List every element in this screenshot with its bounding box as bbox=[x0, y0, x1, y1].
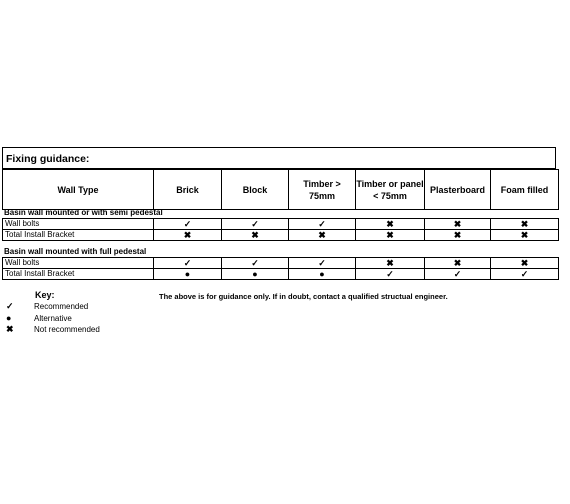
mark-cell: ✓ bbox=[222, 219, 289, 230]
mark-cell: ✓ bbox=[154, 219, 222, 230]
key-title: Key: bbox=[35, 290, 55, 300]
table-row bbox=[3, 230, 559, 241]
header-timber-or-panel-under-75: Timber or panel < 75mm bbox=[356, 170, 425, 210]
guidance-note: The above is for guidance only. If in doubt, contact a qualified structual engineer. bbox=[159, 292, 448, 301]
section-table-full-pedestal bbox=[2, 257, 559, 280]
row-label: Wall bolts bbox=[3, 258, 154, 269]
key-label: Alternative bbox=[34, 314, 72, 323]
check-icon: ✓ bbox=[6, 301, 14, 311]
mark-cell: ✓ bbox=[425, 269, 491, 280]
mark-cell: ✖ bbox=[154, 230, 222, 241]
key-item-not-recommended bbox=[6, 324, 100, 335]
table-row bbox=[3, 269, 559, 280]
section-table-semi-pedestal bbox=[2, 218, 559, 241]
mark-cell: ● bbox=[154, 269, 222, 280]
mark-cell: ✓ bbox=[222, 258, 289, 269]
row-label: Total Install Bracket bbox=[3, 230, 154, 241]
section-label-semi-pedestal: Basin wall mounted or with semi pedestal bbox=[4, 208, 163, 217]
key-label: Not recommended bbox=[34, 325, 100, 334]
header-row bbox=[3, 170, 559, 210]
header-brick: Brick bbox=[154, 170, 222, 210]
page-title: Fixing guidance: bbox=[6, 153, 90, 165]
mark-cell: ✖ bbox=[491, 219, 559, 230]
title-box bbox=[2, 147, 556, 169]
mark-cell: ● bbox=[222, 269, 289, 280]
mark-cell: ✓ bbox=[154, 258, 222, 269]
header-table bbox=[2, 169, 559, 210]
mark-cell: ✖ bbox=[356, 230, 425, 241]
mark-cell: ✓ bbox=[289, 219, 356, 230]
table-row bbox=[3, 258, 559, 269]
header-plasterboard: Plasterboard bbox=[425, 170, 491, 210]
mark-cell: ✓ bbox=[289, 258, 356, 269]
header-wall-type: Wall Type bbox=[3, 170, 154, 210]
header-foam-filled: Foam filled bbox=[491, 170, 559, 210]
mark-cell: ✖ bbox=[491, 230, 559, 241]
row-label: Total Install Bracket bbox=[3, 269, 154, 280]
mark-cell: ✖ bbox=[356, 219, 425, 230]
cross-icon: ✖ bbox=[6, 324, 14, 334]
row-label: Wall bolts bbox=[3, 219, 154, 230]
mark-cell: ✖ bbox=[356, 258, 425, 269]
dot-icon: ● bbox=[6, 313, 12, 323]
key-item-alternative bbox=[6, 313, 72, 323]
mark-cell: ✖ bbox=[491, 258, 559, 269]
mark-cell: ✖ bbox=[222, 230, 289, 241]
table-row bbox=[3, 219, 559, 230]
mark-cell: ● bbox=[289, 269, 356, 280]
section-label-full-pedestal: Basin wall mounted with full pedestal bbox=[4, 247, 147, 256]
key-item-recommended bbox=[6, 301, 88, 312]
header-block: Block bbox=[222, 170, 289, 210]
mark-cell: ✓ bbox=[491, 269, 559, 280]
mark-cell: ✓ bbox=[356, 269, 425, 280]
mark-cell: ✖ bbox=[425, 230, 491, 241]
mark-cell: ✖ bbox=[289, 230, 356, 241]
mark-cell: ✖ bbox=[425, 219, 491, 230]
mark-cell: ✖ bbox=[425, 258, 491, 269]
key-label: Recommended bbox=[34, 302, 89, 311]
header-timber-over-75: Timber > 75mm bbox=[289, 170, 356, 210]
